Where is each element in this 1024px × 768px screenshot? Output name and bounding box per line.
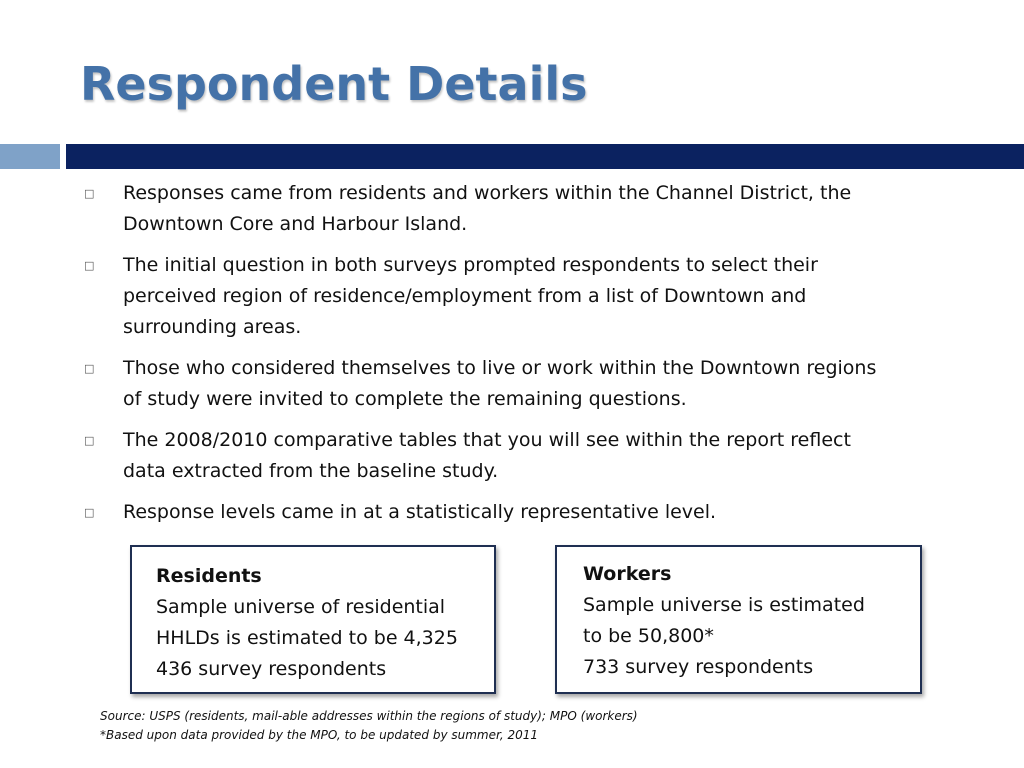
square-bullet-icon: □: [84, 506, 95, 519]
bullet-item: [84, 353, 924, 415]
bullet-list: [84, 178, 924, 538]
bullet-line: surrounding areas.: [123, 316, 302, 338]
square-bullet-icon: □: [84, 434, 95, 447]
header-accent-bar-light: [0, 144, 60, 169]
residents-line: HHLDs is estimated to be 4,325: [156, 627, 458, 649]
square-bullet-icon: □: [84, 187, 95, 200]
workers-line: Sample universe is estimated: [583, 594, 865, 616]
source-note: Source: USPS (residents, mail-able addresses within the regions of study); MPO (workers): [100, 709, 638, 723]
source-notes: [100, 707, 638, 745]
bullet-line: of study were invited to complete the remaining questions.: [123, 388, 687, 410]
workers-title: Workers: [583, 563, 672, 585]
residents-line: Sample universe of residential: [156, 596, 446, 618]
bullet-text: [123, 178, 924, 240]
residents-box: [130, 545, 496, 694]
bullet-text: [123, 353, 924, 415]
workers-line: to be 50,800*: [583, 625, 714, 647]
square-bullet-icon: □: [84, 362, 95, 375]
bullet-item: [84, 250, 924, 343]
workers-line: 733 survey respondents: [583, 656, 814, 678]
footnote: *Based upon data provided by the MPO, to be updated by summer, 2011: [100, 728, 538, 742]
bullet-line: perceived region of residence/employment from a list of Downtown and: [123, 285, 807, 307]
bullet-line: The 2008/2010 comparative tables that you will see within the report reflect: [123, 429, 851, 451]
residents-line: 436 survey respondents: [156, 658, 387, 680]
bullet-line: Those who considered themselves to live or work within the Downtown regions: [123, 357, 877, 379]
bullet-line: Downtown Core and Harbour Island.: [123, 213, 468, 235]
bullet-item: [84, 497, 924, 528]
workers-box: [555, 545, 922, 694]
bullet-line: data extracted from the baseline study.: [123, 460, 499, 482]
bullet-item: [84, 178, 924, 240]
residents-title: Residents: [156, 565, 262, 587]
bullet-text: [123, 497, 924, 528]
square-bullet-icon: □: [84, 259, 95, 272]
bullet-line: Responses came from residents and workers within the Channel District, the: [123, 182, 852, 204]
bullet-text: [123, 425, 924, 487]
bullet-line: Response levels came in at a statistically representative level.: [123, 501, 717, 523]
bullet-line: The initial question in both surveys prompted respondents to select their: [123, 254, 818, 276]
bullet-item: [84, 425, 924, 487]
header-accent-bar-dark: [66, 144, 1024, 169]
bullet-text: [123, 250, 924, 343]
slide-title: Respondent Details: [80, 57, 588, 111]
